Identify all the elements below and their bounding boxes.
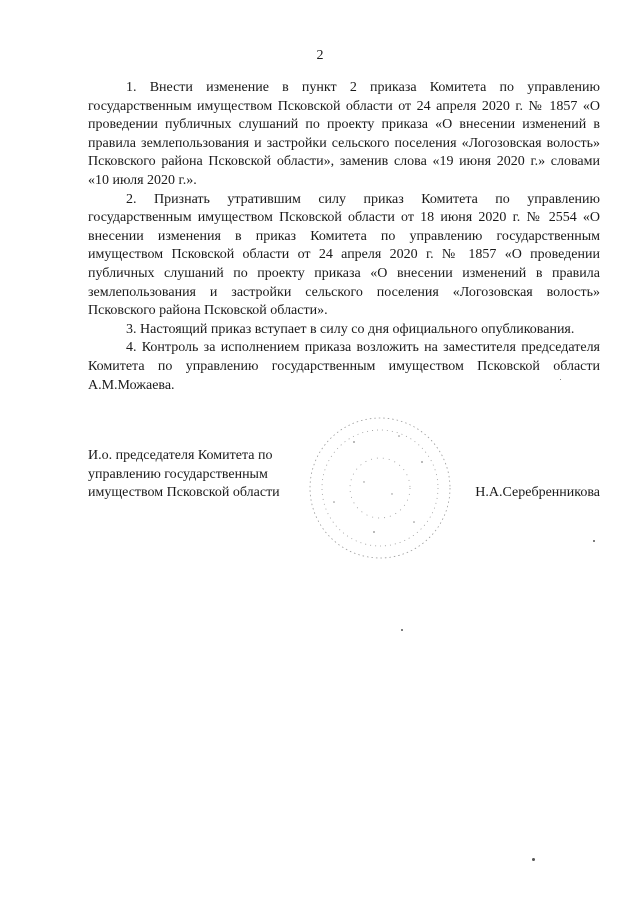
page-number: 2	[316, 48, 324, 63]
paragraph-4: 4. Контроль за исполнением приказа возложить на заместителя председателя Комитета по управлению государственным имуществом Псковской области А.М.Можаева.	[88, 340, 600, 393]
signatory-name: Н.А.Серебренникова	[475, 485, 600, 500]
signatory-position-line: управлению государственным	[88, 466, 268, 482]
signatory-position-line: имуществом Псковской области	[88, 485, 280, 501]
signatory-position	[88, 447, 318, 503]
signatory-position-line: И.о. председателя Комитета по	[88, 448, 273, 463]
scan-speck	[593, 540, 595, 542]
paragraph-3: 3. Настоящий приказ вступает в силу со дня официального опубликования.	[126, 321, 575, 337]
scan-speck	[532, 858, 535, 861]
order-body	[88, 79, 600, 395]
scan-speck	[401, 629, 403, 631]
paragraph-1: 1. Внести изменение в пункт 2 приказа Комитета по управлению государственным имуществом Псковской области от 24 апреля 2020 г. № 1857 «О проведении публичных слушаний по проекту приказа «О внесении изменений в правила землепользования и застройки сельского поселения «Логозовская волость» Псковского района Псковской области», заменив слова «19 июня 2020 г.» словами «10 июля 2020 г.».	[88, 80, 600, 188]
scan-speck	[560, 379, 561, 380]
paragraph-2: 2. Признать утратившим силу приказ Комитета по управлению государственным имуществом Псковской области от 18 июня 2020 г. № 2554 «О внесении изменения в приказ Комитета по управлению государственным имуществом Псковской области от 24 апреля 2020 г. № 1857 «О проведении публичных слушаний по проекту приказа «О внесении изменений в правила землепользования и застройки сельского поселения «Логозовская волость» Псковского района Псковской области».	[88, 191, 600, 319]
